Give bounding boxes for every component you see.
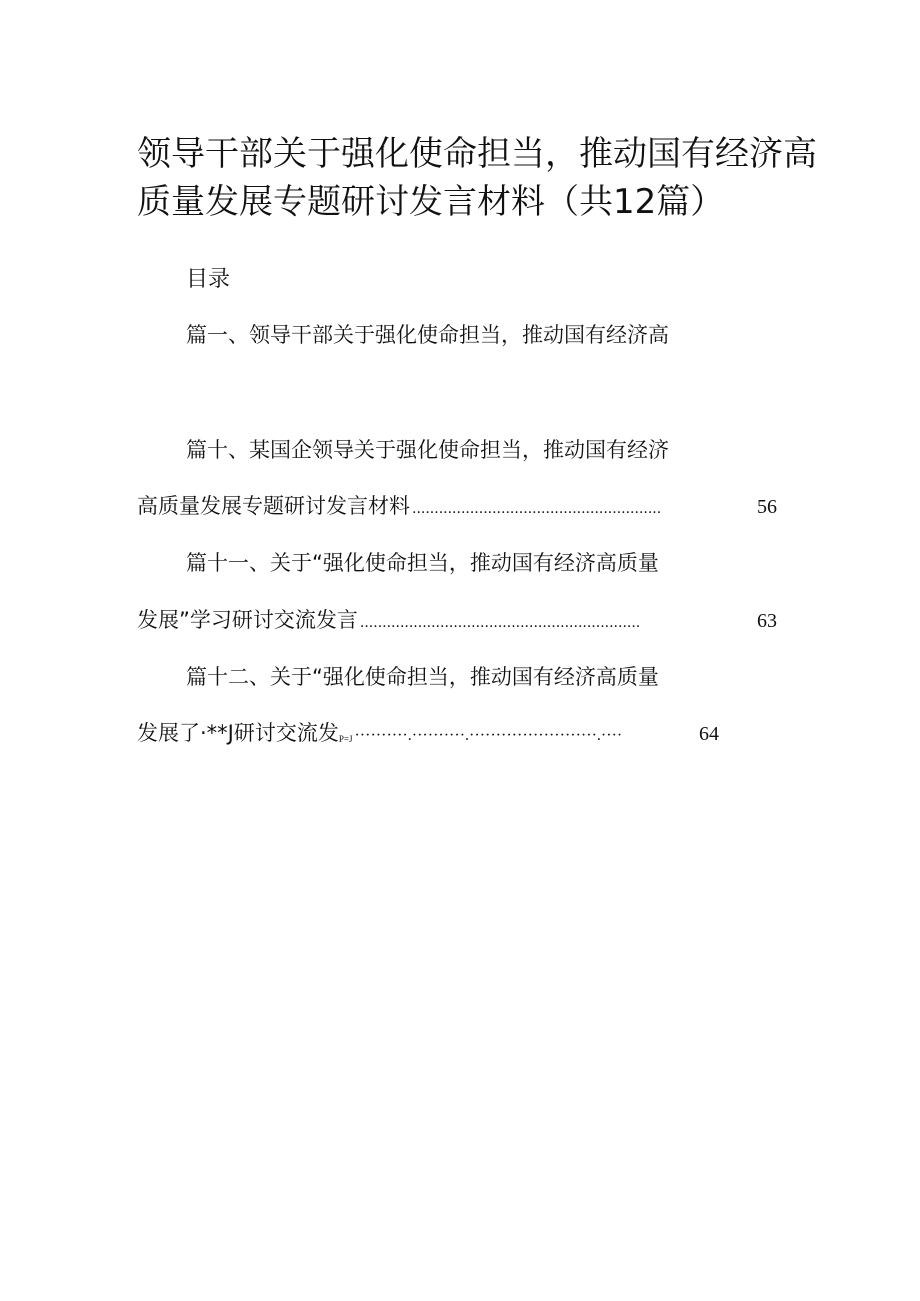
toc-entry-10-text: 高质量发展专题研讨发言材料 (137, 494, 410, 518)
toc-entry-11-line-2 (137, 605, 777, 638)
toc-entry-12-sub: P=J (338, 734, 353, 744)
toc-entry-1-line-1: 篇一、领导干部关于强化使命担当，推动国有经济高 (186, 323, 669, 347)
toc-entry-10-line-2 (137, 491, 777, 524)
title-line-1: 领导干部关于强化使命担当，推动国有经济高 (137, 134, 817, 174)
toc-entry-12-page: 64 (699, 723, 719, 745)
toc-entry-10-line-1: 篇十、某国企领导关于强化使命担当，推动国有经济 (186, 438, 669, 462)
toc-entry-12-line-1: 篇十二、关于“强化使命担当，推动国有经济高质量 (186, 665, 659, 689)
toc-entry-11-line-1: 篇十一、关于“强化使命担当，推动国有经济高质量 (186, 551, 659, 575)
title-line-2: 质量发展专题研讨发言材料（共12篇） (137, 182, 725, 222)
toc-entry-12-text: 发展了·**J研讨交流发 (137, 721, 339, 745)
toc-heading: 目录 (186, 267, 231, 292)
toc-entry-11-leader: ............................................................... (359, 615, 641, 631)
toc-entry-10-leader: ........................................................ (412, 501, 662, 517)
toc-entry-12-line-2 (137, 718, 719, 754)
toc-entry-10-page: 56 (757, 496, 777, 518)
toc-entry-11-page: 63 (757, 610, 777, 632)
toc-entry-12-text-wrap (137, 718, 352, 754)
toc-entry-11-text: 发展”学习研讨交流发言 (137, 608, 358, 632)
toc-entry-12-leader: ··········.··········.························.···· (354, 727, 623, 744)
document-title (137, 130, 817, 226)
